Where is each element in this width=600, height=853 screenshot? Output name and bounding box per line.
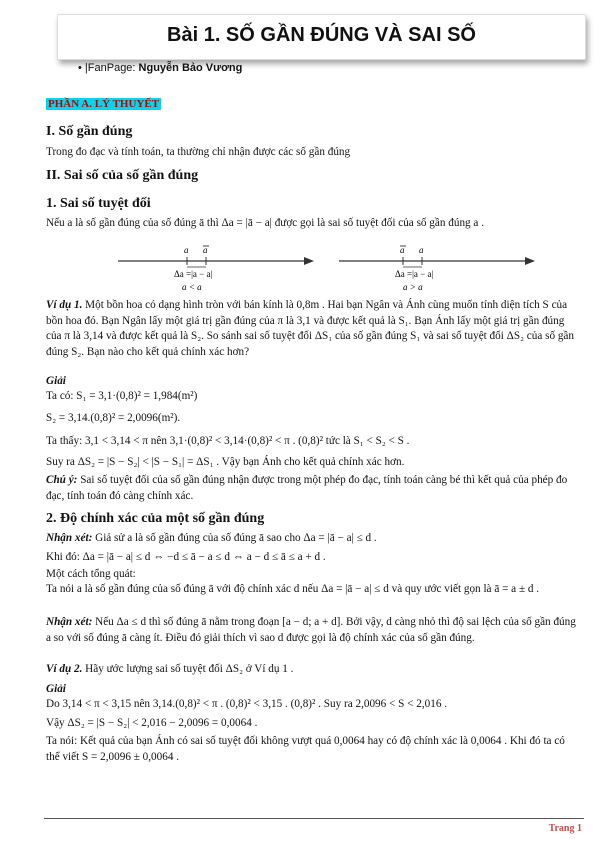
right-label-a: a: [419, 245, 424, 255]
example-1-solution-line-1: Ta có: S₁ = 3,1·(0,8)² = 1,984(m²): [46, 390, 198, 402]
section-2-heading: II. Sai số của số gần đúng: [46, 168, 199, 183]
remark-1: [46, 531, 580, 547]
number-line-diagram-right: [339, 244, 535, 296]
remark-1-label: Nhận xét:: [46, 532, 93, 544]
left-relation: a < a: [182, 282, 202, 292]
part-a-heading: PHẦN A. LÝ THUYẾT: [48, 98, 160, 110]
note-text: Sai số tuyệt đối của số gần đúng nhận được trong một phép đo đạc, tính toán càng bé thì kết quả của phép đo đạc, tính toán đó càng chính xác.: [46, 474, 568, 502]
example-2-solution-line-1: Do 3,14 < π < 3,15 nên 3,14.(0,8)² < π . (0,8)² < 3,15 . (0,8)² . Suy ra 2,0096 < S < 2,016 .: [46, 698, 448, 710]
example-1: [46, 298, 580, 360]
bullet-icon: •: [78, 62, 85, 74]
left-label-a: a: [184, 245, 189, 255]
page-title: Bài 1. SỐ GẦN ĐÚNG VÀ SAI SỐ: [167, 24, 476, 46]
subsection-1-text: Nếu a là số gần đúng của số đúng ā thì Δa = |ā − a| được gọi là sai số tuyệt đối của số gần đúng a .: [46, 217, 484, 229]
footer-divider: [44, 818, 584, 819]
khi-do-line: Khi đó: Δa = |ā − a| ≤ d ⇔ −d ≤ ā − a ≤ d ⇔ a − d ≤ ā ≤ a + d .: [46, 551, 326, 563]
definition-text: Ta nói a là số gần đúng của số đúng ā với độ chính xác d nếu Δa = |ā − a| ≤ d và quy ước viết gọn là ā = a ± d .: [46, 583, 540, 595]
remark-2-label: Nhận xét:: [46, 616, 93, 628]
right-label-abar: a: [400, 245, 405, 255]
number-line-diagram-left: [118, 244, 314, 296]
example-1-solution-line-3: Ta thấy: 3,1 < 3,14 < π nên 3,1·(0,8)² < 3,14·(0,8)² < π . (0,8)² tức là S₁ < S₂ < S .: [46, 435, 410, 447]
general-line: Một cách tổng quát:: [46, 568, 136, 580]
remark-1-text: Giả sử a là số gần đúng của số đúng ā sao cho Δa = |ā − a| ≤ d .: [92, 532, 377, 544]
example-1-label: Ví dụ 1.: [46, 299, 83, 311]
example-1-solution-line-2: S₂ = 3,14.(0,8)² = 2,0096(m²).: [46, 412, 181, 424]
remark-2: [46, 615, 580, 646]
right-relation: a > a: [403, 282, 423, 292]
right-delta: Δa =|a − a|: [395, 269, 434, 279]
fanpage-prefix: |FanPage:: [84, 62, 139, 74]
left-label-abar: a: [203, 245, 208, 255]
remark-2-text: Nếu Δa ≤ d thì số đúng ā nằm trong đoạn [a − d; a + d]. Bởi vậy, d càng nhỏ thì độ sai lệch của số gần đúng a so với số đúng ā càng ít. Điều đó giải thích vì sao d được gọi là độ chính xác của số gần đúng.: [46, 616, 576, 644]
solution-label-2: Giải: [46, 683, 66, 695]
page-number: Trang 1: [548, 823, 582, 834]
note-label: Chú ý:: [46, 474, 78, 486]
subsection-1-heading: 1. Sai số tuyệt đối: [46, 196, 151, 211]
subsection-2-heading: 2. Độ chính xác của một số gần đúng: [46, 511, 265, 526]
example-2-text: Hãy ước lượng sai số tuyệt đối ΔS₂ ở Ví dụ 1 .: [82, 663, 294, 675]
example-1-solution-line-4: Suy ra ΔS₂ = |S − S₂| < |S − S₁| = ΔS₁ . Vậy bạn Ánh cho kết quả chính xác hơn.: [46, 456, 405, 468]
title-box: [57, 14, 586, 60]
left-delta: Δa =|a − a|: [174, 269, 213, 279]
example-2: [46, 662, 580, 678]
note: [46, 473, 580, 504]
example-2-label: Ví dụ 2.: [46, 663, 83, 675]
section-1-text: Trong đo đạc và tính toán, ta thường chỉ nhận được các số gần đúng: [46, 146, 351, 158]
example-2-solution-line-2: Vậy ΔS₂ = |S − S₂| < 2,016 − 2,0096 = 0,0064 .: [46, 717, 258, 729]
example-1-text: Một bồn hoa có dạng hình tròn với bán kính là 0,8m . Hai bạn Ngân và Ánh cùng muốn tính diện tích S của bồn hoa đó. Bạn Ngân lấy một giá trị gần đúng của π là 3,1 và được kết quả là S₁. Bạn Ánh lấy một giá trị gần đúng của π là 3,14 và được kết quả là S₂. So sánh sai số tuyệt đối ΔS₁ của số gần đúng S₁ và sai số tuyệt đối ΔS₂ của số gần đúng S₂. Bạn nào cho kết quả chính xác hơn?: [46, 299, 574, 358]
example-2-solution-line-3: Ta nói: Kết quả của bạn Ánh có sai số tuyệt đối không vượt quá 0,0064 hay có độ chính xác là 0,0064 . Khi đó ta có thể viết S = 2,0096 ± 0,0064 .: [46, 735, 565, 763]
fanpage-line: [78, 62, 242, 74]
fanpage-name: Nguyễn Bảo Vương: [138, 62, 243, 74]
section-1-heading: I. Số gần đúng: [46, 124, 133, 139]
solution-label-1: Giải: [46, 375, 66, 387]
